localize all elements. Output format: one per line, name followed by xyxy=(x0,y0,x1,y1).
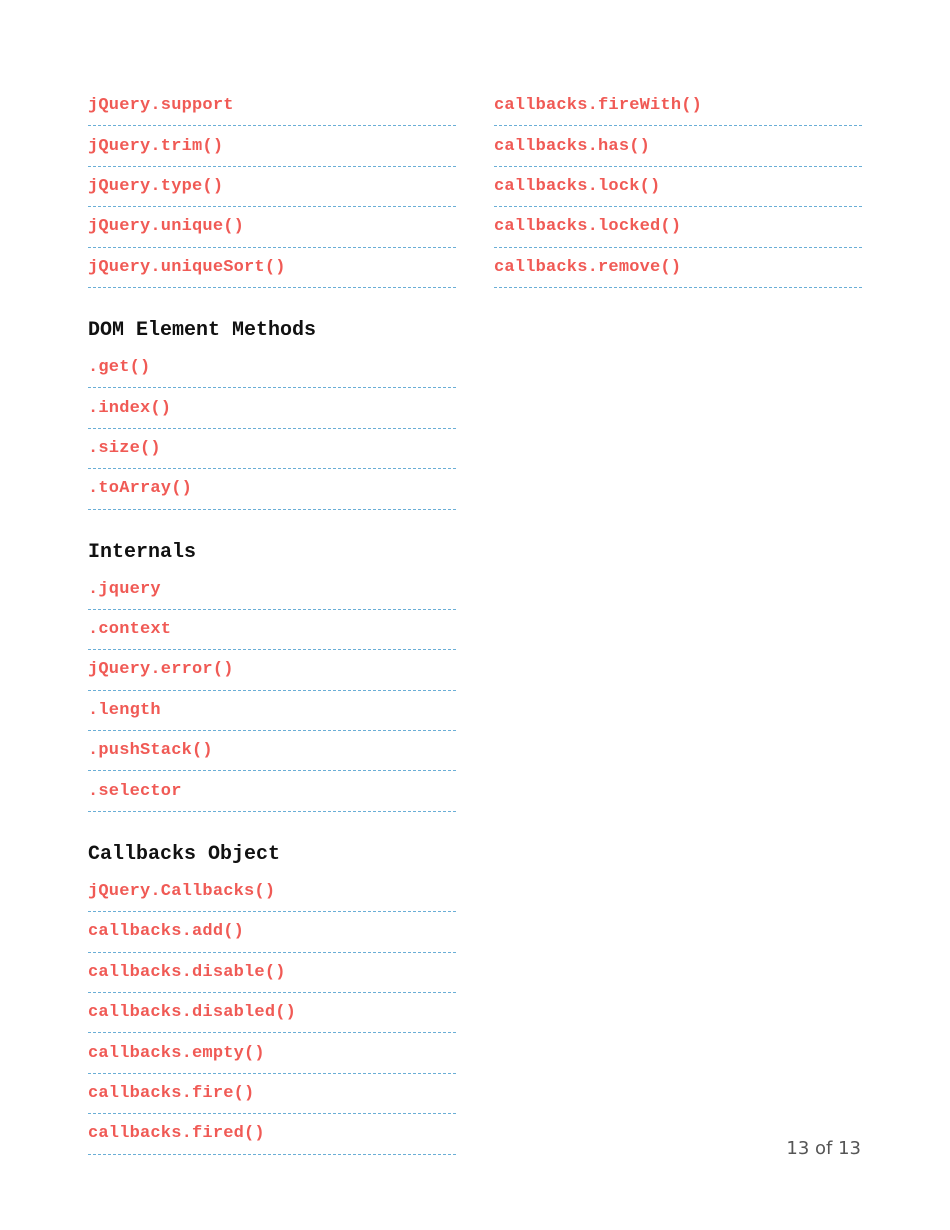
dom-element-methods-section xyxy=(88,318,456,510)
link-callbacks-fire[interactable]: callbacks.fire() xyxy=(88,1084,255,1103)
list-item xyxy=(88,126,456,166)
link-callbacks-empty[interactable]: callbacks.empty() xyxy=(88,1043,265,1063)
internals-section xyxy=(88,540,456,812)
link-jquery-uniquesort[interactable]: jQuery.uniqueSort() xyxy=(88,257,286,277)
link-context[interactable]: .context xyxy=(88,620,172,640)
link-callbacks-disabled[interactable]: callbacks.disabled() xyxy=(88,1003,297,1023)
link-index[interactable]: .index() xyxy=(88,398,172,418)
link-jquery-unique[interactable]: jQuery.unique() xyxy=(88,217,245,237)
link-callbacks-locked[interactable]: callbacks.locked() xyxy=(494,217,682,237)
list-item xyxy=(494,86,862,126)
section-heading-dom-element-methods: DOM Element Methods xyxy=(88,318,317,342)
list-item xyxy=(88,872,456,912)
list-item xyxy=(88,388,456,428)
link-size[interactable]: .size() xyxy=(88,438,161,458)
list-item xyxy=(88,610,456,650)
link-selector[interactable]: .selector xyxy=(88,781,182,801)
heading-wrap xyxy=(88,540,456,570)
link-pushstack[interactable]: .pushStack() xyxy=(88,741,213,761)
list-item xyxy=(88,1114,456,1154)
section-heading-callbacks-object: Callbacks Object xyxy=(88,842,281,866)
list-item xyxy=(88,912,456,952)
list-item xyxy=(88,469,456,509)
callbacks-object-section xyxy=(88,842,456,1155)
list-item xyxy=(494,207,862,247)
list-item xyxy=(494,126,862,166)
link-callbacks-remove[interactable]: callbacks.remove() xyxy=(494,257,682,277)
list-item xyxy=(88,1074,456,1114)
callbacks-continued-list xyxy=(494,86,862,288)
link-callbacks-has[interactable]: callbacks.has() xyxy=(494,136,651,156)
link-get[interactable]: .get() xyxy=(88,358,151,378)
internals-list xyxy=(88,570,456,812)
list-item xyxy=(88,429,456,469)
link-jquery-type[interactable]: jQuery.type() xyxy=(88,176,224,196)
right-column xyxy=(494,86,862,288)
link-jquery-support[interactable]: jQuery.support xyxy=(88,96,234,116)
link-callbacks-fired[interactable]: callbacks.fired() xyxy=(88,1124,265,1144)
link-length[interactable]: .length xyxy=(88,700,161,720)
link-callbacks-firewith[interactable]: callbacks.fireWith() xyxy=(494,96,703,116)
link-jquery-error[interactable]: jQuery.error() xyxy=(88,660,234,680)
list-item xyxy=(88,86,456,126)
dom-element-methods-list xyxy=(88,348,456,510)
list-item xyxy=(88,650,456,690)
list-item xyxy=(88,953,456,993)
list-item xyxy=(88,731,456,771)
list-item xyxy=(88,248,456,288)
list-item xyxy=(88,1033,456,1073)
utilities-continued-section xyxy=(88,86,456,288)
utilities-list xyxy=(88,86,456,288)
link-jquery-trim[interactable]: jQuery.trim() xyxy=(88,136,224,156)
list-item xyxy=(88,993,456,1033)
list-item xyxy=(88,207,456,247)
link-jquery-property[interactable]: .jquery xyxy=(88,579,161,599)
list-item xyxy=(88,691,456,731)
list-item xyxy=(494,248,862,288)
list-item xyxy=(88,167,456,207)
link-toarray[interactable]: .toArray() xyxy=(88,479,193,499)
link-callbacks-lock[interactable]: callbacks.lock() xyxy=(494,176,661,196)
left-column xyxy=(88,86,456,1155)
section-heading-internals: Internals xyxy=(88,540,197,564)
page-number: 13 of 13 xyxy=(786,1138,861,1159)
list-item xyxy=(88,771,456,811)
list-item xyxy=(88,348,456,388)
list-item xyxy=(494,167,862,207)
link-jquery-callbacks[interactable]: jQuery.Callbacks() xyxy=(88,882,276,902)
heading-wrap xyxy=(88,318,456,348)
link-callbacks-add[interactable]: callbacks.add() xyxy=(88,922,245,942)
callbacks-continued-section xyxy=(494,86,862,288)
link-callbacks-disable[interactable]: callbacks.disable() xyxy=(88,962,286,982)
list-item xyxy=(88,570,456,610)
callbacks-object-list xyxy=(88,872,456,1155)
heading-wrap xyxy=(88,842,456,872)
